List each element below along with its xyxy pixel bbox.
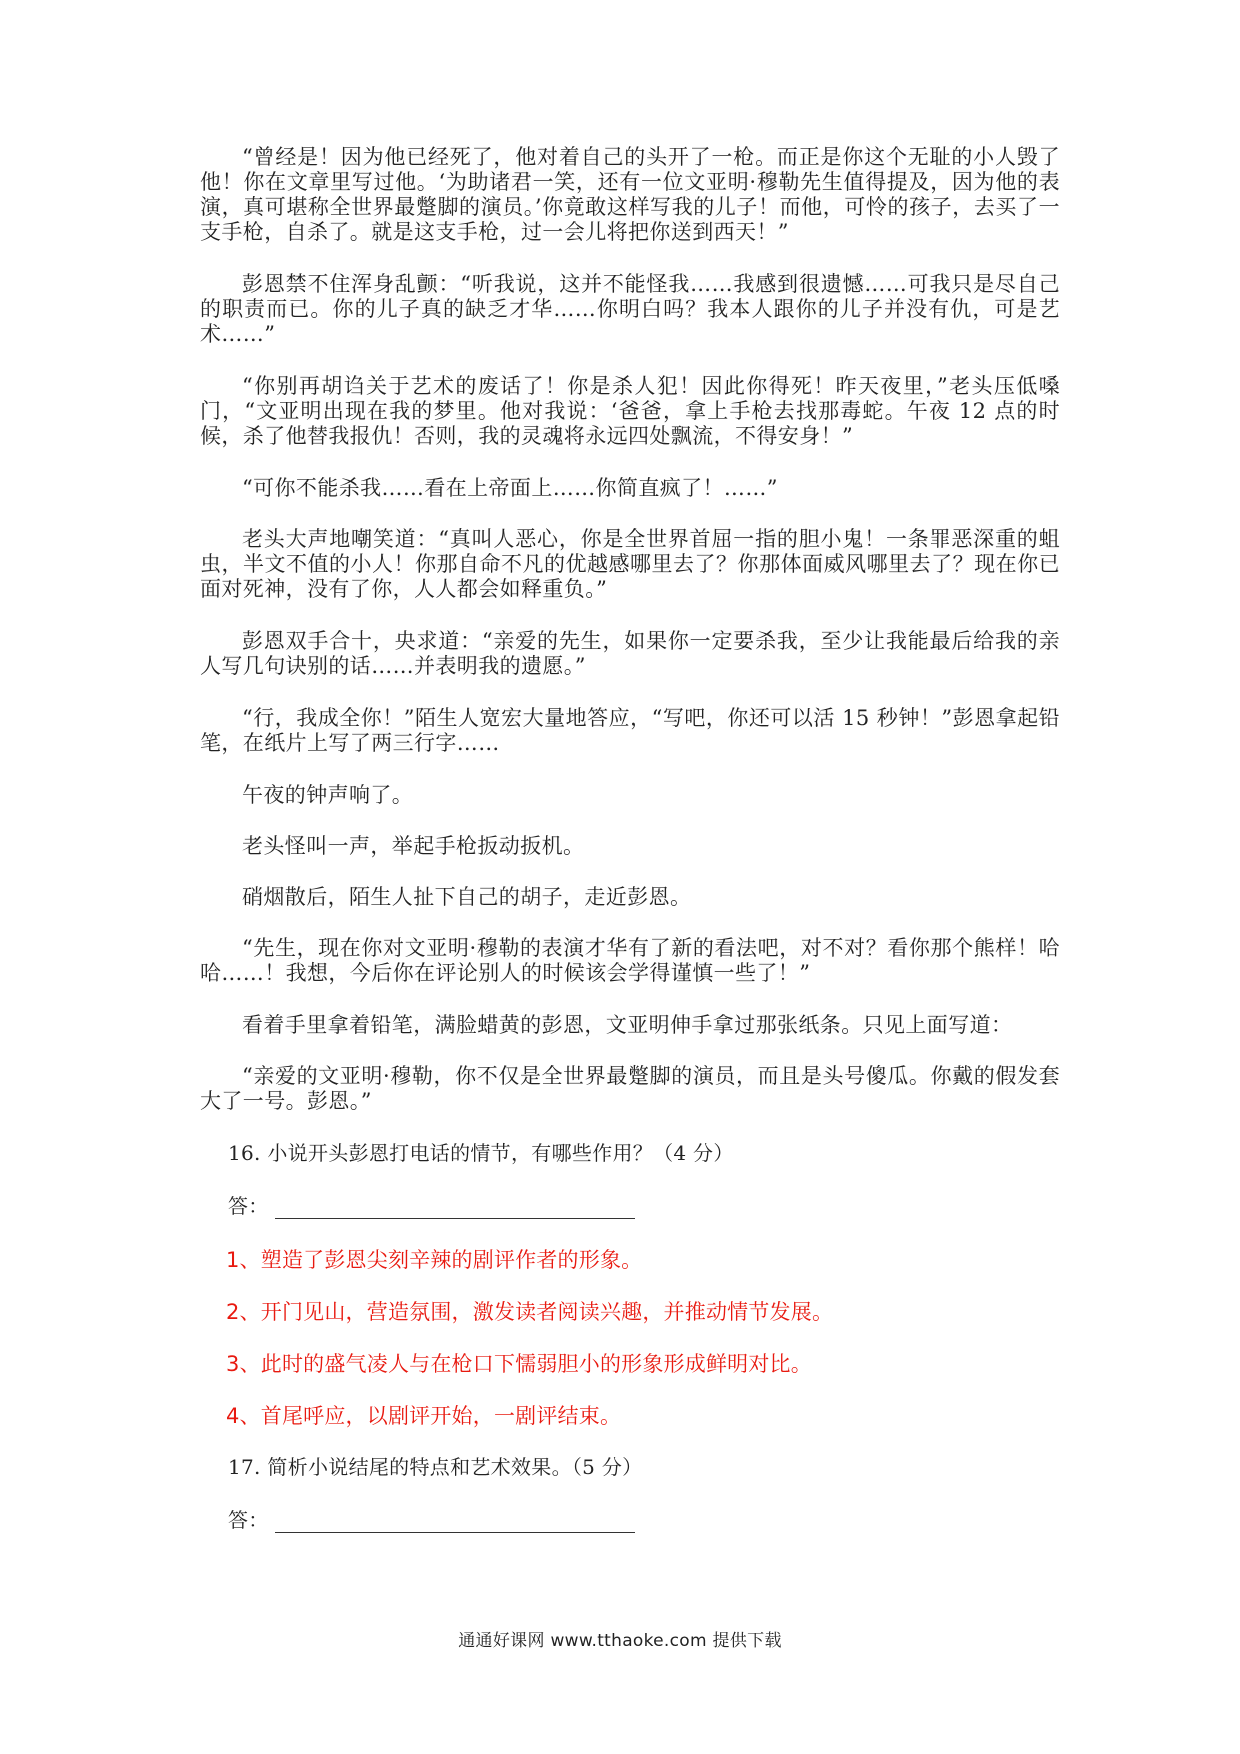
story-paragraph-3: “你别再胡诌关于艺术的废话了！你是杀人犯！因此你得死！昨天夜里，”老头压低嗓门，“文亚明出现在我的梦里。他对我说：‘爸爸，拿上手枪去找那毒蛇。午夜 12 点的时候，杀了他替我报仇！否则，我的灵魂将永远四处飘流，不得安身！” [200, 374, 1060, 448]
story-paragraph-1: “曾经是！因为他已经死了，他对着自己的头开了一枪。而正是你这个无耻的小人毁了他！你在文章里写过他。‘为助诸君一笑，还有一位文亚明·穆勒先生值得提及，因为他的表演，真可堪称全世界最蹩脚的演员。’你竟敢这样写我的儿子！而他，可怜的孩子，去买了一支手枪，自杀了。就是这支手枪，过一会儿将把你送到西天！” [200, 145, 1060, 244]
story-paragraph-13: “亲爱的文亚明·穆勒，你不仅是全世界最蹩脚的演员，而且是头号傻瓜。你戴的假发套大了一号。彭恩。” [200, 1064, 1060, 1113]
story-paragraph-10: 硝烟散后，陌生人扯下自己的胡子，走近彭恩。 [242, 885, 692, 909]
story-paragraph-7: “行，我成全你！”陌生人宽宏大量地答应，“写吧，你还可以活 15 秒钟！”彭恩拿起铅笔，在纸片上写了两三行字…… [200, 706, 1060, 755]
answer-17-label: 答： [228, 1508, 269, 1532]
story-paragraph-11: “先生，现在你对文亚明·穆勒的表演才华有了新的看法吧，对不对？看你那个熊样！哈哈……！我想，今后你在评论别人的时候该会学得谨慎一些了！” [200, 936, 1060, 985]
answer-17-blank [275, 1512, 635, 1533]
page-content [200, 145, 1060, 1561]
answer-17-line [200, 1508, 1060, 1533]
story-paragraph-9: 老头怪叫一声，举起手枪扳动扳机。 [242, 834, 585, 858]
answer-16-point-4: 4、首尾呼应，以剧评开始，一剧评结束。 [226, 1404, 622, 1428]
story-paragraph-5: 老头大声地嘲笑道：“真叫人恶心，你是全世界首屈一指的胆小鬼！一条罪恶深重的蛆虫，半文不值的小人！你那自命不凡的优越感哪里去了？你那体面威风哪里去了？现在你已面对死神，没有了你，人人都会如释重负。” [200, 527, 1060, 601]
question-17: 17. 简析小说结尾的特点和艺术效果。（5 分） [228, 1455, 643, 1479]
story-paragraph-2: 彭恩禁不住浑身乱颤：“听我说，这并不能怪我……我感到很遗憾……可我只是尽自己的职责而已。你的儿子真的缺乏才华……你明白吗？我本人跟你的儿子并没有仇，可是艺术……” [200, 272, 1060, 346]
answer-16-line [200, 1194, 1060, 1219]
answer-16-point-3: 3、此时的盛气凌人与在枪口下懦弱胆小的形象形成鲜明对比。 [226, 1352, 812, 1376]
page-footer: 通通好课网 www.tthaoke.com 提供下载 [458, 1631, 782, 1651]
question-16: 16. 小说开头彭恩打电话的情节，有哪些作用？（4 分） [228, 1141, 734, 1165]
answer-16-point-1: 1、塑造了彭恩尖刻辛辣的剧评作者的形象。 [226, 1248, 643, 1272]
story-paragraph-6: 彭恩双手合十，央求道：“亲爱的先生，如果你一定要杀我，至少让我能最后给我的亲人写几句诀别的话……并表明我的遗愿。” [200, 629, 1060, 678]
story-paragraph-4: “可你不能杀我……看在上帝面上……你简直疯了！……” [242, 476, 778, 500]
story-paragraph-8: 午夜的钟声响了。 [242, 783, 414, 807]
story-paragraph-12: 看着手里拿着铅笔，满脸蜡黄的彭恩，文亚明伸手拿过那张纸条。只见上面写道： [242, 1013, 1013, 1037]
answer-16-blank [275, 1198, 635, 1219]
answer-16-point-2: 2、开门见山，营造氛围，激发读者阅读兴趣，并推动情节发展。 [226, 1300, 834, 1324]
answer-16-label: 答： [228, 1194, 269, 1218]
